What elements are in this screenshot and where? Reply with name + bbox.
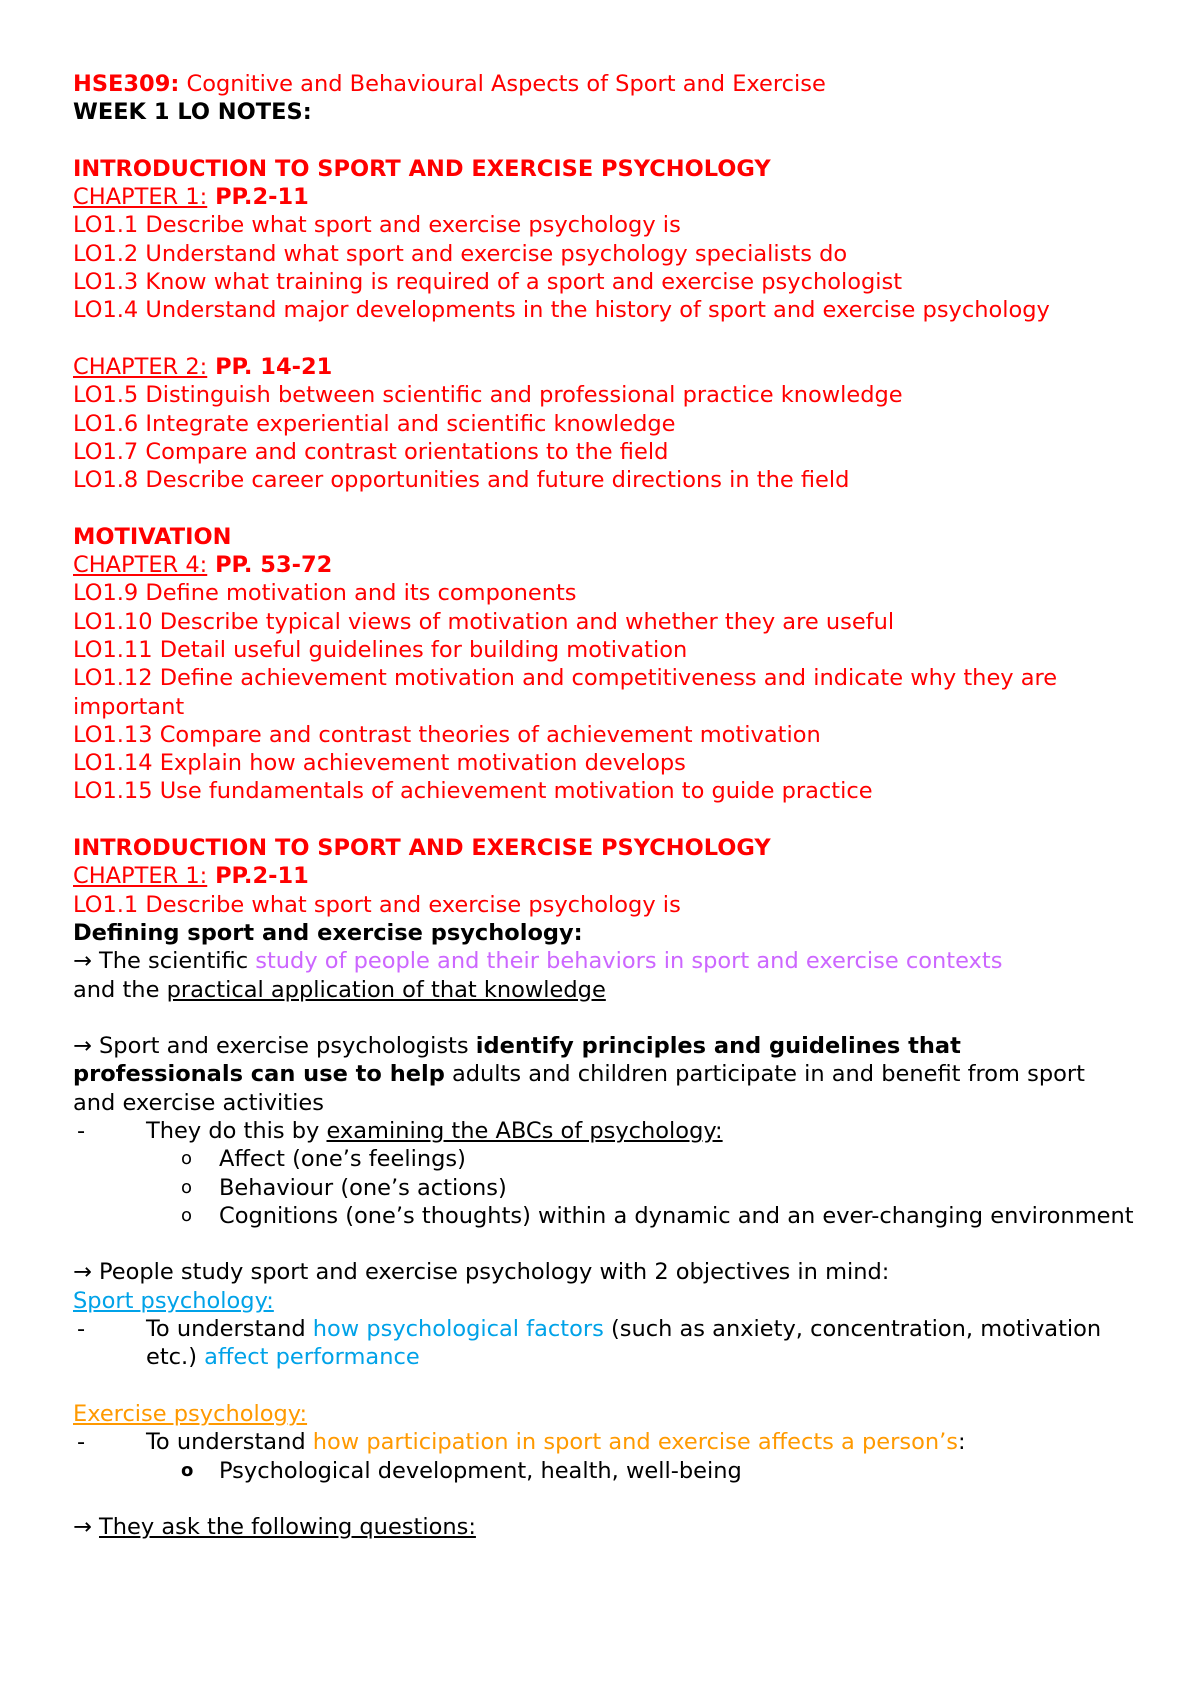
chapter-pages: PP. 14-21 (207, 353, 333, 380)
list-item-text: They do this by (146, 1117, 327, 1144)
definition-text: and the (73, 976, 167, 1003)
exercise-psychology-label: Exercise psychology: (73, 1400, 308, 1427)
arrow-icon: → (73, 948, 92, 975)
learning-outcome: LO1.1 Describe what sport and exercise psychology is (73, 891, 681, 918)
definition-underline: practical application of that knowledge (166, 976, 606, 1003)
definition-line-2 (73, 976, 1140, 1004)
learning-outcome: LO1.10 Describe typical views of motivation and whether they are useful (73, 608, 895, 635)
questions-line (73, 1513, 1140, 1541)
sub-list-item (73, 1457, 1140, 1485)
exercise-psychology-label-line (73, 1400, 1140, 1428)
chapter-label: CHAPTER 4: (73, 552, 208, 579)
sub-list-item-text: Behaviour (one’s actions) (219, 1174, 507, 1201)
list-item (73, 1117, 1140, 1145)
sport-psychology-label: Sport psychology: (73, 1287, 274, 1314)
learning-outcome: LO1.8 Describe career opportunities and future directions in the field (73, 467, 850, 494)
list-item-text: (such as anxiety, concentration, motivation etc.) (146, 1316, 1102, 1371)
list-item (73, 1315, 1116, 1372)
sub-list-item-text: Affect (one’s feelings) (219, 1146, 466, 1173)
circle-bullet: o (181, 1148, 193, 1170)
course-title: Cognitive and Behavioural Aspects of Sport and Exercise (179, 71, 826, 97)
paragraph-text: adults and children participate in and benefit from sport and exercise activities (73, 1061, 1085, 1116)
objectives-line (73, 1258, 1140, 1286)
definition-line (73, 947, 1140, 975)
learning-outcome: LO1.6 Integrate experiential and scientific knowledge (73, 410, 676, 437)
chapter-pages: PP. 53-72 (207, 552, 333, 579)
learning-outcome: LO1.15 Use fundamentals of achievement motivation to guide practice (73, 778, 873, 805)
sub-list-item (73, 1145, 1140, 1173)
sport-psychology-label-line (73, 1287, 1140, 1315)
objectives-text: People study sport and exercise psychology with 2 objectives in mind: (91, 1259, 890, 1286)
defining-heading: Defining sport and exercise psychology: (73, 919, 583, 946)
list-item-text: To understand (146, 1429, 313, 1456)
dash-bullet: - (77, 1429, 86, 1456)
arrow-icon: → (73, 1514, 92, 1541)
chapter-label: CHAPTER 1: (73, 184, 208, 211)
learning-outcome: LO1.5 Distinguish between scientific and professional practice knowledge (73, 382, 903, 409)
learning-outcome: LO1.9 Define motivation and its components (73, 580, 577, 607)
chapter-label: CHAPTER 1: (73, 863, 208, 890)
section-heading-motivation: MOTIVATION (73, 523, 232, 550)
list-item (73, 1428, 1140, 1456)
chapter-2-line (73, 353, 1140, 381)
arrow-icon: → (73, 1033, 92, 1060)
principles-paragraph (73, 1032, 1133, 1117)
section-heading-intro: INTRODUCTION TO SPORT AND EXERCISE PSYCHOLOGY (73, 155, 771, 182)
learning-outcome: LO1.4 Understand major developments in the history of sport and exercise psychology (73, 297, 1050, 324)
list-item-text: To understand (146, 1316, 313, 1343)
learning-outcome: LO1.2 Understand what sport and exercise psychology specialists do (73, 240, 848, 267)
sub-list-item-text: Cognitions (one’s thoughts) within a dynamic and an ever-changing environment (219, 1202, 1134, 1229)
chapter-pages: PP.2-11 (207, 863, 309, 890)
dash-bullet: - (77, 1316, 86, 1343)
learning-outcome: LO1.7 Compare and contrast orientations to the field (73, 438, 669, 465)
definition-highlight: study of people and their behaviors in sport and exercise contexts (255, 948, 1003, 975)
course-code: HSE309: (73, 71, 180, 97)
course-title-line (73, 70, 1140, 98)
learning-outcome: LO1.12 Define achievement motivation and competitiveness and indicate why they are important (73, 665, 1058, 720)
sub-list-item (73, 1202, 1139, 1230)
learning-outcome: LO1.3 Know what training is required of a sport and exercise psychologist (73, 269, 903, 296)
circle-bullet: o (181, 1459, 194, 1481)
list-item-text: : (957, 1429, 966, 1456)
list-item-highlight: how psychological factors (312, 1316, 604, 1343)
list-item-underline: examining the ABCs of psychology: (326, 1117, 723, 1144)
sub-list-item-text: Psychological development, health, well-being (219, 1457, 742, 1484)
list-item-highlight: how participation in sport and exercise affects a person’s (312, 1429, 958, 1456)
learning-outcome: LO1.13 Compare and contrast theories of achievement motivation (73, 721, 821, 748)
learning-outcome: LO1.14 Explain how achievement motivation develops (73, 750, 686, 777)
chapter-pages: PP.2-11 (207, 184, 309, 211)
chapter-4-line (73, 551, 1140, 579)
chapter-1-line (73, 183, 1140, 211)
learning-outcome: LO1.1 Describe what sport and exercise psychology is (73, 212, 681, 239)
list-item-highlight: affect performance (204, 1344, 420, 1371)
circle-bullet: o (181, 1176, 193, 1198)
chapter-1-notes-line (73, 862, 1140, 890)
circle-bullet: o (181, 1204, 193, 1226)
paragraph-bold: identify principles and guidelines that professionals can use to help (73, 1033, 961, 1088)
sub-list-item (73, 1174, 1140, 1202)
learning-outcome: LO1.11 Detail useful guidelines for building motivation (73, 636, 688, 663)
week-notes-heading: WEEK 1 LO NOTES: (73, 99, 312, 126)
paragraph-text: Sport and exercise psychologists (91, 1033, 476, 1060)
chapter-label: CHAPTER 2: (73, 353, 208, 380)
section-heading-intro-notes: INTRODUCTION TO SPORT AND EXERCISE PSYCHOLOGY (73, 835, 771, 862)
questions-underline: They ask the following questions: (99, 1514, 476, 1541)
dash-bullet: - (77, 1117, 86, 1144)
arrow-icon: → (73, 1259, 92, 1286)
definition-text: The scientific (91, 948, 256, 975)
